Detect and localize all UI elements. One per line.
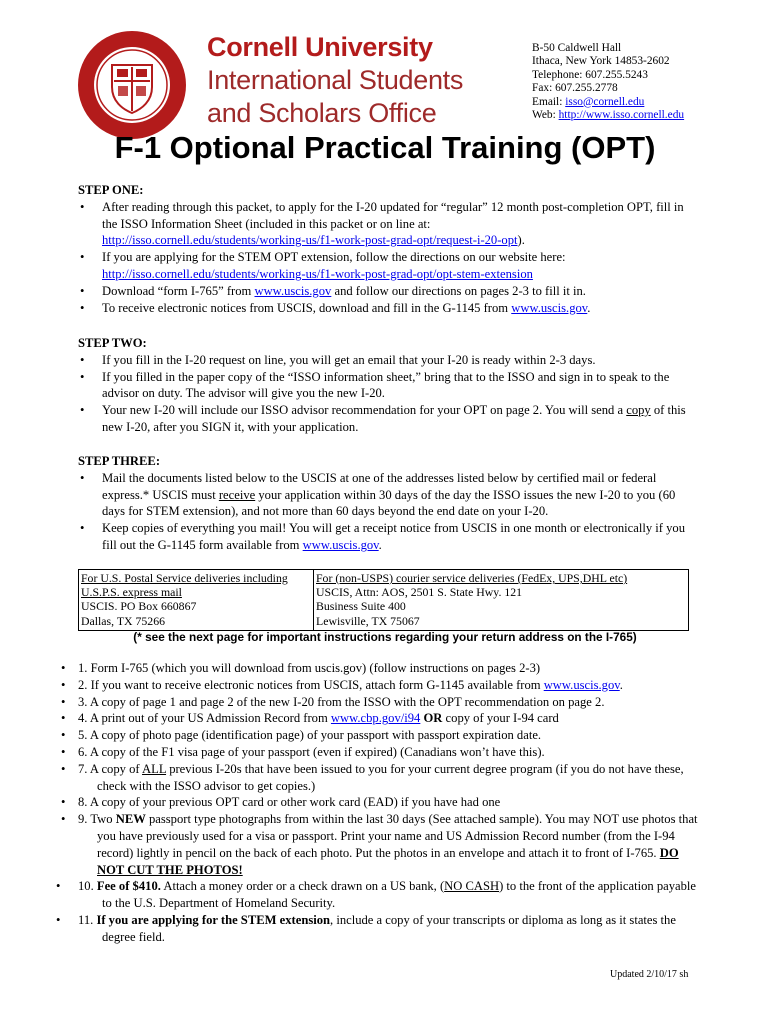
address-line-1: B-50 Caldwell Hall bbox=[532, 42, 622, 54]
step-one-bullet-3-post: and follow our directions on pages 2-3 to fill it in. bbox=[331, 283, 586, 298]
courier-line-1: USCIS, Attn: AOS, 2501 S. State Hwy. 121 bbox=[316, 585, 523, 600]
doc-9-pre: 9. Two bbox=[78, 812, 116, 827]
cornell-seal-logo bbox=[76, 29, 188, 141]
list-item bbox=[78, 402, 698, 436]
step-three-heading: STEP THREE: bbox=[78, 454, 161, 468]
doc-10-mid: Attach a money order or a check drawn on a US bank, ( bbox=[160, 879, 445, 894]
uscis-link[interactable]: www.uscis.gov bbox=[302, 537, 379, 552]
step-one-bullet-4-pre: To receive electronic notices from USCIS, download and fill in the G-1145 from bbox=[102, 300, 512, 315]
courier-header: For (non-USPS) courier service deliveries (FedEx, UPS,DHL etc) bbox=[316, 571, 628, 585]
org-line-2: International Students bbox=[207, 65, 464, 95]
step-two-heading: STEP TWO: bbox=[78, 336, 147, 350]
contact-block bbox=[532, 42, 684, 122]
step-three-bullet-1-underline: receive bbox=[218, 487, 256, 502]
step-one-bullet-4-post: . bbox=[587, 300, 591, 315]
page-title: F-1 Optional Practical Training (OPT) bbox=[114, 130, 656, 165]
step-one-bullet-1-text: After reading through this packet, to apply for the I-20 updated for “regular” 12 month post-completion OPT, fill in the ISSO Information Sheet (included in this packet or on line at: bbox=[102, 199, 684, 231]
step-two-bullet-3-pre: Your new I-20 will include our ISSO advisor recommendation for your OPT on page 2. You will send a bbox=[102, 403, 627, 418]
courier-line-3: Lewisville, TX 75067 bbox=[316, 613, 420, 628]
step-two-bullet-3-underline: copy bbox=[626, 403, 651, 418]
list-item: • If you fill in the I-20 request on line, you will get an email that your I-20 is ready within 2-3 days. bbox=[78, 352, 698, 369]
address-line-2: Ithaca, New York 14853-2602 bbox=[532, 55, 670, 68]
step-two-list bbox=[78, 352, 698, 436]
step-three-list bbox=[78, 470, 698, 554]
updated-footer: Updated 2/10/17 sh bbox=[610, 969, 689, 980]
doc-10-post: ) to the front of the application payable to the U.S. Department of Homeland Security. bbox=[102, 879, 696, 911]
fax: Fax: 607.255.2778 bbox=[532, 82, 618, 95]
list-item: • 6. A copy of the F1 visa page of your passport (even if expired) (Canadians won’t have this). bbox=[78, 744, 703, 761]
step-three-bullet-2-post: . bbox=[378, 537, 382, 552]
email-line bbox=[532, 96, 684, 109]
doc-10-no-cash: NO CASH bbox=[444, 879, 500, 894]
step-three-bullet-2-pre: Keep copies of everything you mail! You will get a receipt notice from USCIS in one month or electronically if you fill out the G-1145 form available from bbox=[102, 521, 686, 552]
web-label: Web: bbox=[532, 109, 559, 122]
list-item: • If you filled in the paper copy of the “ISSO information sheet,” bring that to the ISSO and sign in to speak to the advisor on duty. The advisor will give you the new I-20. bbox=[78, 369, 698, 403]
courier-address-cell bbox=[316, 571, 686, 628]
organization-name bbox=[207, 31, 463, 130]
web-line bbox=[532, 109, 684, 122]
step-two-section bbox=[78, 335, 698, 436]
uscis-link[interactable]: www.uscis.gov bbox=[511, 300, 588, 315]
doc-4-or: OR bbox=[420, 711, 443, 726]
doc-2-pre: 2. If you want to receive electronic notices from USCIS, attach form G-1145 available from bbox=[78, 677, 544, 692]
email-label: Email: bbox=[532, 95, 566, 108]
list-item: • 5. A copy of photo page (identification page) of your passport with passport expiration date. bbox=[78, 727, 703, 744]
list-item bbox=[78, 761, 703, 795]
step-one-bullet-1-end: ). bbox=[517, 233, 525, 248]
doc-9-mid: passport type photographs from within the last 30 days (See attached sample). You may NOT use photos that you have previously used for a visa or passport. Print your name and US Admission Record number (from the I-94 record) lightly in pencil on the back of each photo. Put the photos in an envelope and attach it to front of I-765. bbox=[97, 812, 698, 860]
usps-header: For U.S. Postal Service deliveries including U.S.P.S. express mail bbox=[81, 571, 288, 600]
mailing-address-table bbox=[78, 569, 689, 631]
step-two-bullet-3-post: of this new I-20, after you SIGN it, with your application. bbox=[102, 403, 686, 434]
return-address-note: (* see the next page for important instructions regarding your return address on the I-765) bbox=[133, 630, 637, 644]
doc-10-fee: Fee of $410. bbox=[96, 879, 161, 894]
step-one-heading: STEP ONE: bbox=[78, 183, 144, 197]
step-three-bullet-1-pre: Mail the documents listed below to the USCIS at one of the addresses listed below by certified mail or federal express.* USCIS must bbox=[102, 470, 657, 502]
usps-line-2: Dallas, TX 75266 bbox=[81, 613, 165, 628]
org-line-1: Cornell University bbox=[207, 32, 433, 62]
usps-line-1: USCIS. PO Box 660867 bbox=[81, 599, 197, 614]
list-item bbox=[78, 811, 703, 878]
list-item bbox=[78, 878, 703, 912]
doc-11-bold: If you are applying for the STEM extension bbox=[96, 912, 331, 927]
doc-9-bold: NEW bbox=[115, 812, 146, 827]
web-link[interactable]: http://www.isso.cornell.edu bbox=[558, 109, 685, 122]
telephone: Telephone: 607.255.5243 bbox=[532, 68, 648, 81]
doc-11-pre: 11. bbox=[78, 912, 97, 927]
org-line-3: and Scholars Office bbox=[207, 98, 437, 128]
email-link[interactable]: isso@cornell.edu bbox=[565, 95, 645, 108]
list-item bbox=[78, 199, 698, 249]
stem-extension-link[interactable]: http://isso.cornell.edu/students/working-us/f1-work-post-grad-opt/opt-stem-extension bbox=[102, 266, 533, 281]
documents-list bbox=[78, 660, 703, 946]
doc-7-underline: ALL bbox=[142, 761, 167, 776]
uscis-link[interactable]: www.uscis.gov bbox=[254, 283, 332, 298]
list-item bbox=[78, 520, 698, 554]
doc-4-post: copy of your I-94 card bbox=[442, 711, 559, 726]
list-item: • 1. Form I-765 (which you will download from uscis.gov) (follow instructions on pages 2-3) bbox=[78, 660, 703, 677]
step-three-section bbox=[78, 453, 698, 554]
documents-section bbox=[78, 660, 703, 946]
list-item bbox=[78, 300, 698, 317]
list-item bbox=[78, 912, 703, 946]
doc-4-pre: 4. A print out of your US Admission Record from bbox=[78, 711, 331, 726]
step-one-section bbox=[78, 182, 698, 316]
list-item bbox=[78, 283, 698, 300]
list-item: • 3. A copy of page 1 and page 2 of the new I-20 from the ISSO with the OPT recommendation on page 2. bbox=[78, 694, 703, 711]
step-one-bullet-2-text: If you are applying for the STEM OPT extension, follow the directions on our website here: bbox=[102, 250, 566, 265]
list-item bbox=[78, 677, 703, 694]
list-item bbox=[78, 710, 703, 727]
usps-address-cell bbox=[81, 571, 313, 628]
uscis-link[interactable]: www.uscis.gov bbox=[543, 677, 620, 692]
step-one-bullet-3-pre: Download “form I-765” from bbox=[102, 283, 255, 298]
step-three-bullet-1-post: your application within 30 days of the day the ISSO issues the new I-20 to you (60 days for STEM extension), and not more than 60 days beyond the end date on your I-20. bbox=[102, 487, 676, 519]
doc-7-post: previous I-20s that have been issued to you for your current degree program (if you do not have these, check with the ISSO advisor to get copies.) bbox=[97, 761, 684, 793]
doc-11-post: , include a copy of your transcripts or diploma as long as it states the degree field. bbox=[102, 912, 676, 944]
cbp-i94-link[interactable]: www.cbp.gov/i94 bbox=[330, 711, 421, 726]
doc-2-post: . bbox=[619, 677, 623, 692]
list-item bbox=[78, 470, 698, 520]
request-i20-link[interactable]: http://isso.cornell.edu/students/working-us/f1-work-post-grad-opt/request-i-20-opt bbox=[102, 233, 518, 248]
list-item bbox=[78, 249, 698, 283]
doc-9-warning: DO NOT CUT THE PHOTOS! bbox=[97, 845, 679, 877]
doc-10-pre: 10. bbox=[78, 879, 97, 894]
table-divider bbox=[313, 570, 314, 630]
courier-line-2: Business Suite 400 bbox=[316, 599, 406, 614]
doc-7-pre: 7. A copy of bbox=[78, 761, 143, 776]
list-item: • 8. A copy of your previous OPT card or other work card (EAD) if you have had one bbox=[78, 794, 703, 811]
step-one-list bbox=[78, 199, 698, 317]
